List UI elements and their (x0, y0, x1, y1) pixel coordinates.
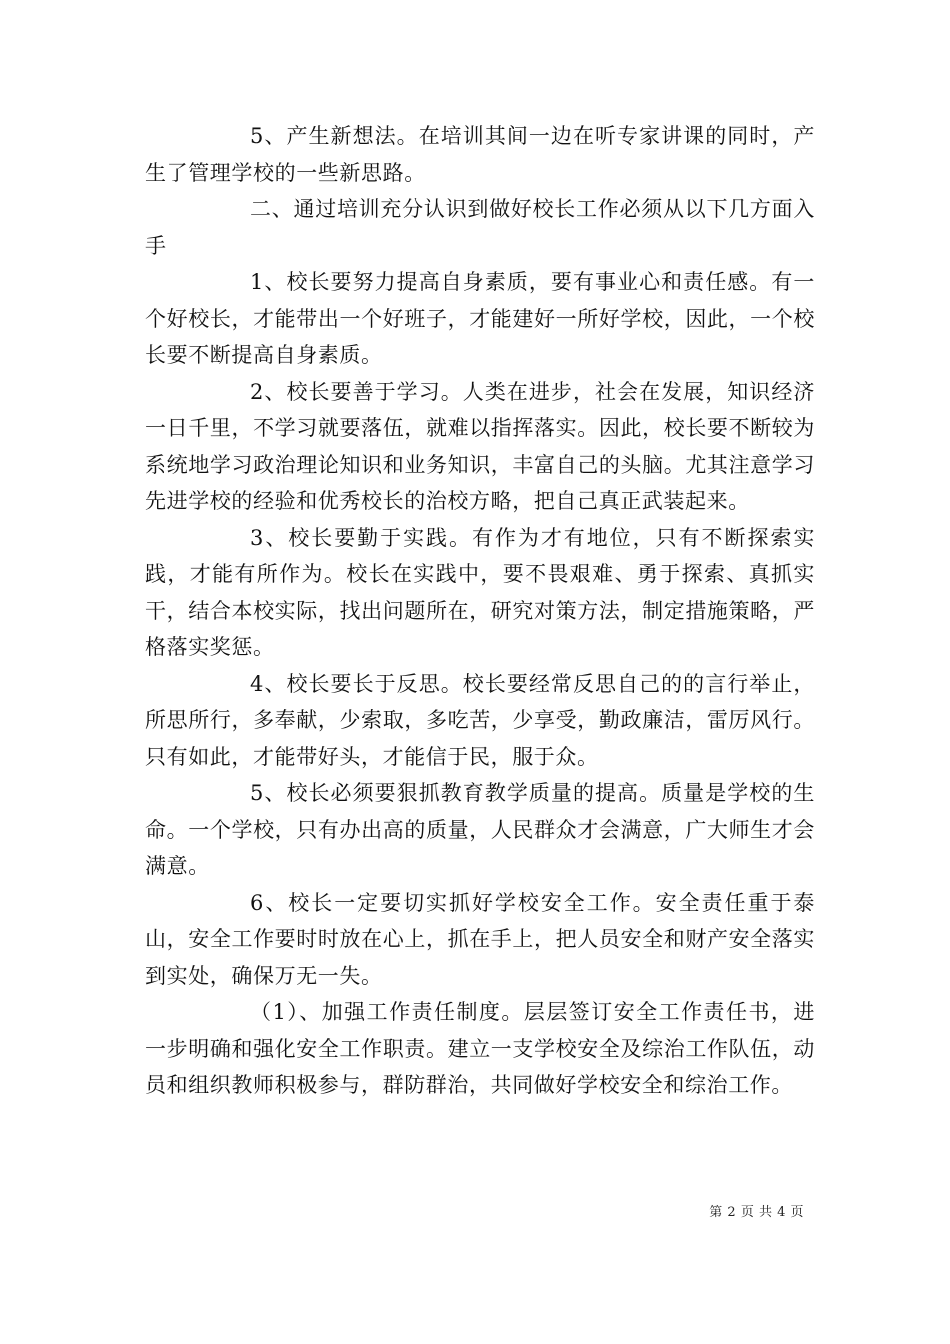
paragraph-practice: 3、校长要勤于实践。有作为才有地位，只有不断探索实践，才能有所作为。校长在实践中，要不畏艰难、勇于探索、真抓实干，结合本校实际，找出问题所在，研究对策方法，制定措施策略，严格落实奖惩。 (145, 525, 815, 659)
paragraph-responsibility-system: （1）、加强工作责任制度。层层签订安全工作责任书，进一步明确和强化安全工作职责。建立一支学校安全及综治工作队伍，动员和组织教师积极参与，群防群治，共同做好学校安全和综治工作。 (145, 1000, 815, 1097)
paragraph-self-quality: 1、校长要努力提高自身素质，要有事业心和责任感。有一个好校长，才能带出一个好班子，才能建好一所好学校，因此，一个校长要不断提高自身素质。 (145, 270, 815, 367)
paragraph-safety: 6、校长一定要切实抓好学校安全工作。安全责任重于泰山，安全工作要时时放在心上，抓在手上，把人员安全和财产安全落实到实处，确保万无一失。 (145, 890, 815, 988)
paragraph-learning: 2、校长要善于学习。人类在进步，社会在发展，知识经济一日千里，不学习就要落伍，就难以指挥落实。因此，校长要不断较为系统地学习政治理论知识和业务知识，丰富自己的头脑。尤其注意学习先进学校的经验和优秀校长的治校方略，把自己真正武装起来。 (145, 379, 815, 513)
document-body (145, 118, 815, 1104)
page-number: 第 2 页 共 4 页 (709, 1205, 804, 1220)
section-heading-two: 二、通过培训充分认识到做好校长工作必须从以下几方面入手 (145, 197, 815, 258)
paragraph-reflection: 4、校长要长于反思。校长要经常反思自己的的言行举止，所思所行，多奉献，少索取，多吃苦，少享受，勤政廉洁，雷厉风行。只有如此，才能带好头，才能信于民，服于众。 (145, 671, 815, 769)
paragraph-teaching-quality: 5、校长必须要狠抓教育教学质量的提高。质量是学校的生命。一个学校，只有办出高的质量，人民群众才会满意，广大师生才会满意。 (145, 781, 815, 878)
paragraph-new-ideas: 5、产生新想法。在培训其间一边在听专家讲课的同时，产生了管理学校的一些新思路。 (145, 124, 815, 185)
